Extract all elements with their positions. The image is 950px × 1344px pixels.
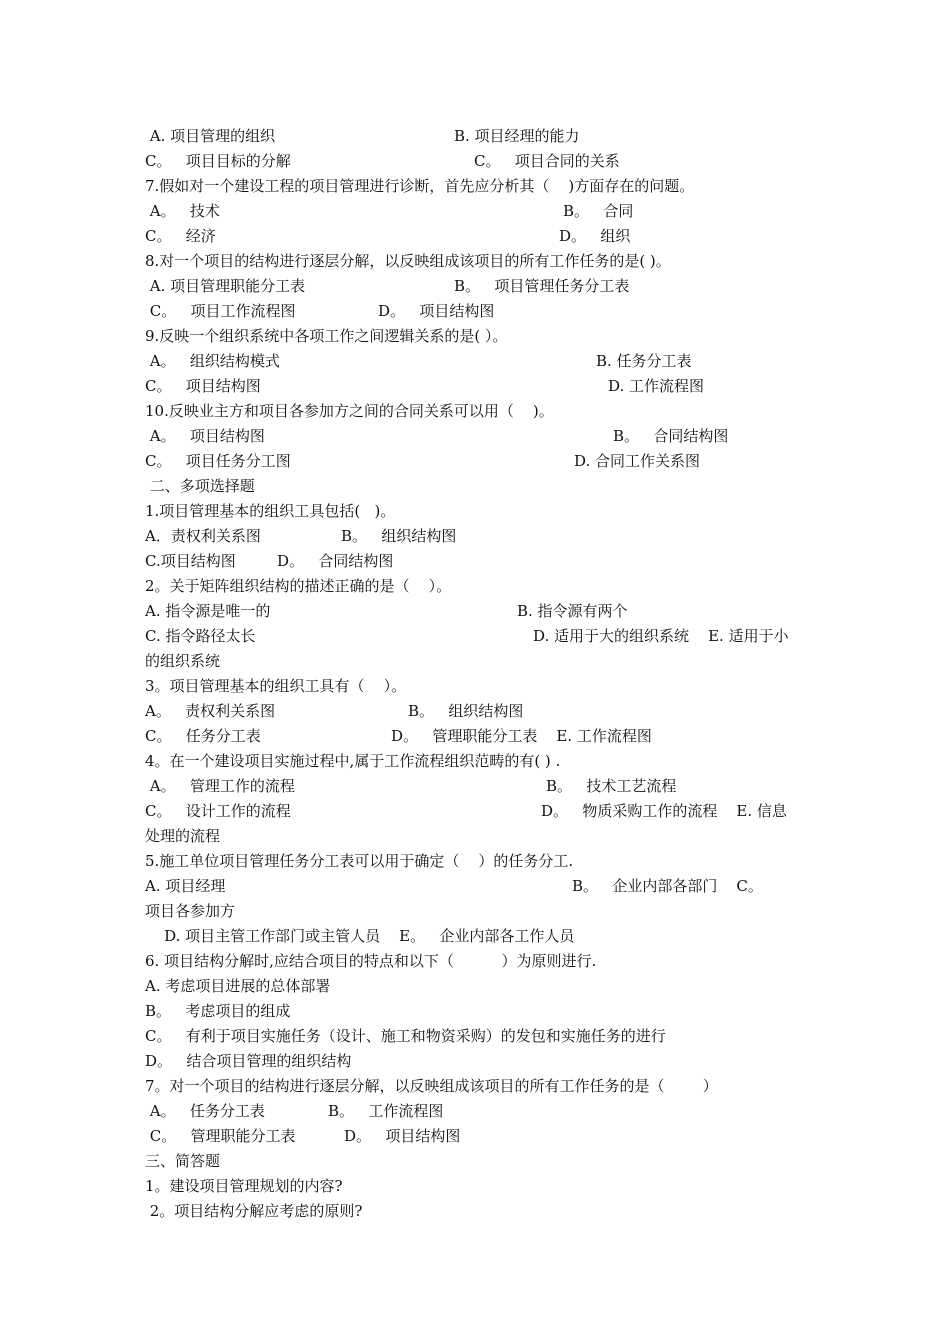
text-line: B。 工作流程图 xyxy=(328,1102,444,1120)
text-line: D。 结合项目管理的组织结构 xyxy=(145,1052,352,1070)
text-line: C。 任务分工表 xyxy=(145,727,261,745)
text-line: C.项目结构图 xyxy=(145,552,236,570)
text-line: 的组织系统 xyxy=(145,652,221,670)
text-line: B. 项目经理的能力 xyxy=(454,127,580,145)
text-line: C。 项目结构图 xyxy=(145,377,261,395)
text-line: D。 合同结构图 xyxy=(277,552,394,570)
text-line: 项目各参加方 xyxy=(145,902,236,920)
text-line: D。 管理职能分工表 E. 工作流程图 xyxy=(391,727,652,745)
text-line: B。 技术工艺流程 xyxy=(546,777,677,795)
question-line: 2。项目结构分解应考虑的原则? xyxy=(145,1202,363,1220)
text-line: D。 项目结构图 xyxy=(378,302,495,320)
text-line: D。 组织 xyxy=(559,227,631,245)
text-line: A。 组织结构模式 xyxy=(145,352,280,370)
text-line: A。 项目结构图 xyxy=(145,427,265,445)
question-line: 4。在一个建设项目实施过程中,属于工作流程组织范畴的有( ) . xyxy=(145,752,561,770)
text-line: A。 管理工作的流程 xyxy=(145,777,295,795)
text-line: B。 合同结构图 xyxy=(613,427,729,445)
text-line: C。 设计工作的流程 xyxy=(145,802,291,820)
question-line: 9.反映一个组织系统中各项工作之间逻辑关系的是( ）。 xyxy=(145,327,508,345)
text-line: B。 合同 xyxy=(563,202,634,220)
text-line: B。 组织结构图 xyxy=(341,527,457,545)
text-line: A。 责权利关系图 xyxy=(145,702,276,720)
text-line: A．责权利关系图 xyxy=(145,527,261,545)
text-line: C。 有利于项目实施任务（设计、施工和物资采购）的发包和实施任务的进行 xyxy=(145,1027,666,1045)
text-line: B。 企业内部各部门 C。 xyxy=(572,877,763,895)
text-line: 处理的流程 xyxy=(145,827,221,845)
text-line: A. 项目管理职能分工表 xyxy=(145,277,306,295)
text-line: B. 指令源有两个 xyxy=(517,602,628,620)
text-line: D. 项目主管工作部门或主管人员 E。 企业内部各工作人员 xyxy=(145,927,575,945)
question-line: 5.施工单位项目管理任务分工表可以用于确定（ ）的任务分工. xyxy=(145,852,574,870)
section-heading: 二、多项选择题 xyxy=(145,477,255,495)
text-line: A. 指令源是唯一的 xyxy=(145,602,271,620)
text-line: C。 管理职能分工表 xyxy=(145,1127,296,1145)
question-line: 8.对一个项目的结构进行逐层分解，以反映组成该项目的所有工作任务的是( )。 xyxy=(145,252,671,270)
text-line: D。 物质采购工作的流程 E. 信息 xyxy=(541,802,787,820)
question-line: 1。建设项目管理规划的内容? xyxy=(145,1177,343,1195)
text-line: B. 任务分工表 xyxy=(596,352,692,370)
text-line: D。 项目结构图 xyxy=(344,1127,461,1145)
text-line: A. 考虑项目进展的总体部署 xyxy=(145,977,331,995)
text-line: C. 指令路径太长 xyxy=(145,627,256,645)
text-line: C。 项目工作流程图 xyxy=(145,302,296,320)
question-line: 10.反映业主方和项目各参加方之间的合同关系可以用（ )。 xyxy=(145,402,554,420)
text-line: B。 项目管理任务分工表 xyxy=(454,277,630,295)
question-line: 3。项目管理基本的组织工具有（ ）。 xyxy=(145,677,407,695)
question-line: 1.项目管理基本的组织工具包括( )。 xyxy=(145,502,396,520)
question-line: 2。关于矩阵组织结构的描述正确的是（ ）。 xyxy=(145,577,452,595)
text-line: A。 任务分工表 xyxy=(145,1102,265,1120)
text-line: A. 项目管理的组织 xyxy=(145,127,276,145)
text-line: A。 技术 xyxy=(145,202,220,220)
text-line: B。 考虑项目的组成 xyxy=(145,1002,291,1020)
section-heading: 三、简答题 xyxy=(145,1152,221,1170)
text-line: D. 工作流程图 xyxy=(608,377,705,395)
text-line: C。 项目目标的分解 xyxy=(145,152,291,170)
text-line: A. 项目经理 xyxy=(145,877,226,895)
text-line: C。 项目任务分工图 xyxy=(145,452,291,470)
text-line: B。 组织结构图 xyxy=(408,702,524,720)
text-line: D. 适用于大的组织系统 E. 适用于小 xyxy=(533,627,789,645)
text-line: C。 项目合同的关系 xyxy=(474,152,620,170)
question-line: 7.假如对一个建设工程的项目管理进行诊断，首先应分析其（ )方面存在的问题。 xyxy=(145,177,695,195)
question-line: 6. 项目结构分解时,应结合项目的特点和以下（ ）为原则进行. xyxy=(145,952,597,970)
text-line: D. 合同工作关系图 xyxy=(574,452,701,470)
text-line: C。 经济 xyxy=(145,227,216,245)
question-line: 7。对一个项目的结构进行逐层分解，以反映组成该项目的所有工作任务的是（ ） xyxy=(145,1077,718,1095)
